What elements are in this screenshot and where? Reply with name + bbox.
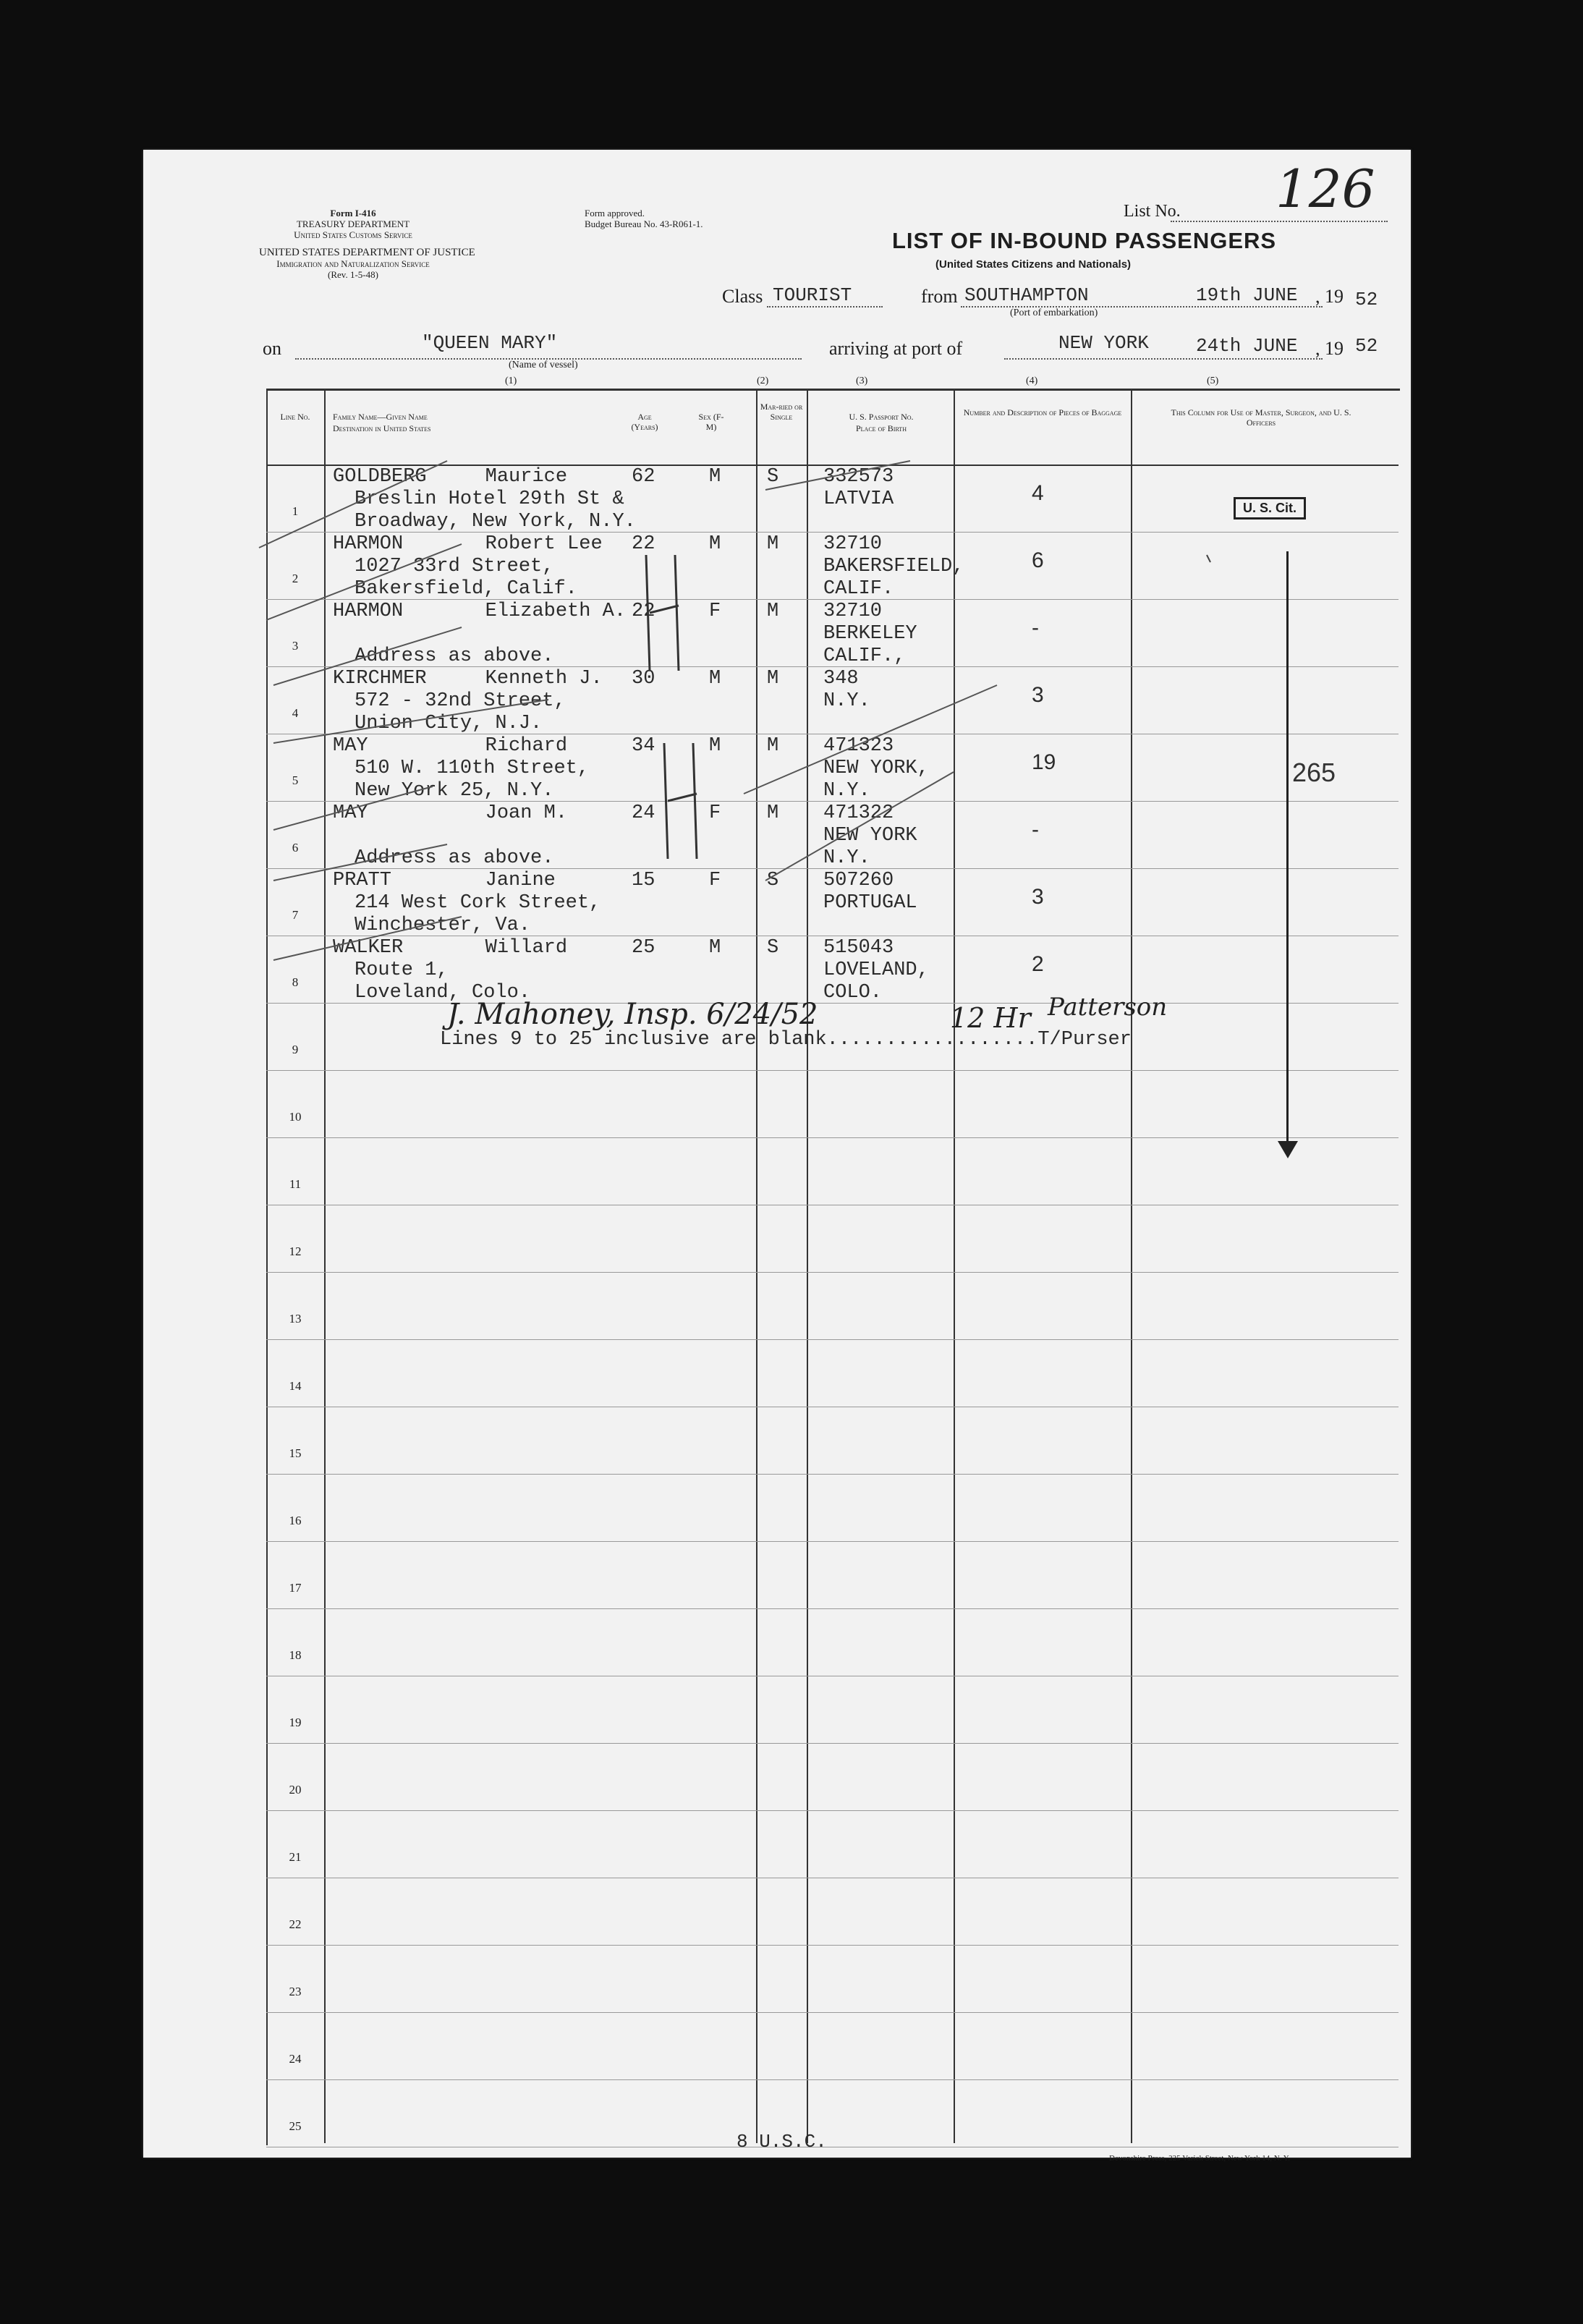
birth-place: PORTUGAL [823,892,917,914]
passenger-sex: F [709,870,721,891]
line-number: 22 [289,1917,302,1931]
line-number: 16 [289,1514,302,1527]
blank-lines-note: Lines 9 to 25 inclusive are blank..................T/Purser [440,1029,1132,1051]
from-label: from [921,286,958,307]
line-number: 23 [289,1985,302,1998]
passport-number: 471323 [823,735,894,757]
line-number: 3 [292,639,299,653]
passport-number: 332573 [823,466,894,488]
birth-place: LOVELAND, [823,959,929,981]
row-divider [266,2012,1399,2013]
form-approved: Form approved. [585,208,645,219]
header-married: Mar-ried or Single [760,402,803,422]
line-number: 14 [289,1379,302,1393]
line-number: 9 [292,1043,299,1056]
passenger-address-1: 510 W. 110th Street, [355,758,590,779]
passenger-age: 25 [632,937,655,959]
line-number: 6 [292,841,299,854]
passenger-age: 24 [632,802,655,824]
passport-number: 471322 [823,802,894,824]
us-cit-stamp: U. S. Cit. [1234,497,1306,519]
passport-number: 507260 [823,870,894,891]
page-subtitle: (United States Citizens and Nationals) [935,258,1132,271]
baggage-count: 4 [1032,481,1044,505]
passenger-address-1: 572 - 32nd Street, [355,690,566,712]
vessel-caption: (Name of vessel) [509,360,578,370]
justice-dept: UNITED STATES DEPARTMENT OF JUSTICE [259,247,475,258]
line-number: 20 [289,1783,302,1797]
passenger-married: S [767,870,779,891]
row-divider [266,1272,1399,1273]
passenger-age: 15 [632,870,655,891]
passenger-name: KIRCHMER Kenneth J. [333,668,603,690]
passenger-address-2: Bakersfield, Calif. [355,578,577,600]
row-divider [266,1743,1399,1744]
inspector-signature: J. Mahoney, Insp. 6/24/52 [447,998,818,1031]
col-number-2: (2) [757,376,769,386]
row-divider [266,1541,1399,1542]
embark-year-prefix: , 19 [1315,286,1344,307]
revision: (Rev. 1-5-48) [328,269,378,280]
passenger-age: 30 [632,668,655,690]
birth-place: BAKERSFIELD, [823,556,964,577]
birth-place-2: N.Y. [823,847,870,869]
ins-service: Immigration and Naturalization Service [276,258,430,269]
line-number: 24 [289,2052,302,2066]
pencil-marks [143,150,1411,1163]
passenger-name: HARMON Robert Lee [333,533,603,555]
line-number: 1 [292,504,299,518]
line-number: 21 [289,1850,302,1864]
header-name: Family Name—Given Name [333,412,428,422]
list-no-label: List No. [1124,202,1181,221]
birth-place-2: CALIF., [823,645,906,667]
vessel-name: "QUEEN MARY" [422,332,558,354]
footer-usc: 8 U.S.C. [737,2131,827,2153]
passenger-married: M [767,601,779,622]
passenger-name: GOLDBERG Maurice [333,466,568,488]
passenger-address-2: Winchester, Va. [355,915,531,936]
passport-number: 515043 [823,937,894,959]
line-number: 13 [289,1312,302,1326]
passenger-address-1: 214 West Cork Street, [355,892,601,914]
birth-place: NEW YORK [823,825,917,847]
row-divider [266,1810,1399,1811]
header-sex: Sex (F-M) [698,412,724,432]
passenger-married: M [767,668,779,690]
line-number: 5 [292,773,299,787]
row-divider [266,1945,1399,1946]
baggage-count: 3 [1032,683,1044,707]
header-age: Age (Years) [631,412,658,432]
passport-number: 348 [823,668,859,690]
passenger-name: MAY Joan M. [333,802,568,824]
list-number: 126 [1276,158,1375,219]
birth-place-2: N.Y. [823,780,870,802]
passenger-sex: M [709,533,721,555]
line-number: 10 [289,1110,302,1124]
header-baggage: Number and Description of Pieces of Baggage [963,407,1122,417]
embark-year: 52 [1355,289,1378,310]
line-number: 17 [289,1581,302,1595]
printer-imprint: Devonshire Press, 225 Varick Street, New York 14, N. Y. [1109,2154,1291,2163]
passport-number: 32710 [823,601,883,622]
col-number-3: (3) [856,376,868,386]
line-number: 2 [292,572,299,585]
passenger-married: M [767,802,779,824]
passenger-address-1: Route 1, [355,959,449,981]
line-number: 4 [292,706,299,720]
line-number: 11 [289,1177,302,1191]
passenger-married: S [767,466,779,488]
col-number-1: (1) [505,376,517,386]
passenger-address-2: Loveland, Colo. [355,982,531,1004]
passenger-sex: M [709,668,721,690]
baggage-count: 19 [1032,750,1056,774]
birth-place: NEW YORK, [823,758,929,779]
handwritten-signature-2: Patterson [1048,993,1168,1022]
birth-place-2: CALIF. [823,578,894,600]
baggage-count: 3 [1032,885,1044,909]
header-officers: This Column for Use of Master, Surgeon, and U. S. Officers [1171,407,1351,428]
col-number-4: (4) [1026,376,1038,386]
line-number: 8 [292,975,299,989]
baggage-count: - [1032,818,1039,841]
birth-place-2: COLO. [823,982,883,1004]
passenger-age: 34 [632,735,655,757]
header-destination: Destination in United States [333,423,431,433]
class-value: TOURIST [773,284,852,306]
line-number: 12 [289,1244,302,1258]
passenger-sex: M [709,735,721,757]
header-line-no: Line No. [280,412,310,422]
line-number: 7 [292,908,299,922]
row-divider [266,1608,1399,1609]
passenger-age: 22 [632,533,655,555]
passenger-name: MAY Richard [333,735,568,757]
port-embark-caption: (Port of embarkation) [1010,308,1098,318]
passport-number: 32710 [823,533,883,555]
passenger-age: 62 [632,466,655,488]
arrival-year-prefix: , 19 [1315,338,1344,359]
port-embark: SOUTHAMPTON [964,284,1089,306]
passenger-address-2: Address as above. [355,847,554,869]
passenger-address-1: 1027 33rd Street, [355,556,554,577]
passenger-manifest-page [143,150,1411,2163]
birth-place: N.Y. [823,690,870,712]
passenger-address-2: New York 25, N.Y. [355,780,554,802]
line-number: 18 [289,1648,302,1662]
passenger-address-2: Broadway, New York, N.Y. [355,511,636,533]
col-number-5: (5) [1207,376,1219,386]
treasury-dept: TREASURY DEPARTMENT [296,219,410,229]
passenger-sex: M [709,937,721,959]
arriving-label: arriving at port of [829,338,963,359]
passenger-address-1: Breslin Hotel 29th St & [355,488,624,510]
arrival-year: 52 [1355,335,1378,357]
class-label: Class [722,286,763,307]
passenger-name: PRATT Janine [333,870,556,891]
passenger-address-2: Union City, N.J. [355,713,543,734]
line-number: 25 [289,2119,302,2133]
customs-service: United States Customs Service [294,229,412,240]
passenger-married: S [767,937,779,959]
header-birth: Place of Birth [856,423,907,433]
passenger-married: M [767,735,779,757]
passenger-sex: F [709,601,721,622]
arrival-port: NEW YORK [1058,332,1149,354]
row-divider [266,2079,1399,2080]
baggage-count: 2 [1032,952,1044,976]
budget-bureau: Budget Bureau No. 43-R061-1. [585,219,703,229]
passenger-sex: F [709,802,721,824]
header-passport: U. S. Passport No. [849,412,914,422]
page-title: LIST OF IN-BOUND PASSENGERS [892,228,1277,253]
row-divider [266,1474,1399,1475]
passenger-address-2: Address as above. [355,645,554,667]
passenger-name: HARMON Elizabeth A. [333,601,627,622]
arrival-date: 24th JUNE [1196,335,1298,357]
embark-date: 19th JUNE [1196,284,1298,306]
row-divider [266,1339,1399,1340]
passenger-name: WALKER Willard [333,937,568,959]
baggage-count: 6 [1032,548,1044,572]
line-number: 15 [289,1446,302,1460]
form-number: Form I-416 [330,208,376,219]
passenger-married: M [767,533,779,555]
birth-place: BERKELEY [823,623,917,645]
birth-place: LATVIA [823,488,894,510]
line-number: 19 [289,1716,302,1729]
handwritten-time: 12 Hr [950,1002,1031,1034]
on-label: on [263,338,281,359]
passenger-sex: M [709,466,721,488]
officer-note: 265 [1292,758,1336,787]
baggage-count: - [1032,616,1039,640]
passenger-age: 22 [632,601,655,622]
